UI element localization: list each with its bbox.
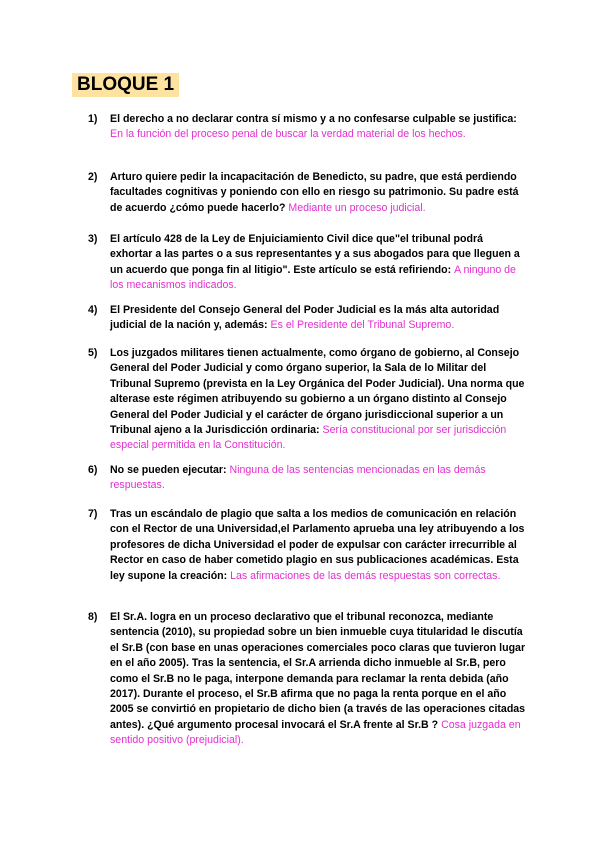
answer-text: Mediante un proceso judicial. <box>288 201 426 214</box>
question-text: El artículo 428 de la Ley de Enjuiciamiento Civil dice que"el tribunal podrá exhortar a las partes o a sus representantes y a sus abogados para que lleguen a un acuerdo que ponga fin al litigio". Este artículo se está refiriendo: <box>110 233 520 276</box>
answer-text: A ninguno de los mecanismos indicados. <box>110 263 516 292</box>
question-number: 7) <box>88 508 98 520</box>
question-item-5 <box>88 346 528 454</box>
answer-text: Sería constitucional por ser jurisdicción especial permitida en la Constitución. <box>110 424 507 452</box>
question-number: 3) <box>88 233 98 245</box>
question-item-7 <box>88 507 528 584</box>
answer-text: Ninguna de las sentencias mencionadas en las demás respuestas. <box>110 464 486 492</box>
question-number: 5) <box>88 347 98 359</box>
answer-text: Cosa juzgada en sentido positivo (prejudicial). <box>110 718 521 747</box>
question-item-2 <box>88 170 528 216</box>
answer-text: Es el Presidente del Tribunal Supremo. <box>270 319 455 332</box>
question-item-3 <box>88 232 528 294</box>
question-item-1 <box>88 112 528 143</box>
question-number: 4) <box>88 304 98 316</box>
answer-text: En la función del proceso penal de buscar la verdad material de los hechos. <box>110 128 466 141</box>
question-number: 2) <box>88 171 98 183</box>
question-text: Tras un escándalo de plagio que salta a los medios de comunicación en relación con el Rector de una Universidad,el Parlamento aprueba una ley atribuyendo a los profesores de dicha Universidad el poder de expulsar con carácter irrecurrible al Rector en caso de haber cometido plagio en sus publicaciones académicas. Esta ley supone la creación: <box>110 508 525 582</box>
question-text: Los juzgados militares tienen actualmente, como órgano de gobierno, al Consejo General del Poder Judicial y como órgano superior, la Sala de lo Militar del Tribunal Supremo (prevista en la Ley Orgánica del Poder Judicial). Una norma que alterase este régimen atribuyendo su gobierno a un órgano distinto al Consejo General del Poder Judicial y el carácter de órgano jurisdiccional superior a un Tribunal ajeno a la Jurisdicción ordinaria: <box>110 347 525 437</box>
question-number: 8) <box>88 611 98 623</box>
question-text: El Presidente del Consejo General del Poder Judicial es la más alta autoridad judicial de la nación y, además: <box>110 304 500 332</box>
answer-text: Las afirmaciones de las demás respuestas son correctas. <box>230 569 501 582</box>
question-text: El derecho a no declarar contra sí mismo y a no confesarse culpable se justifica: <box>110 113 517 125</box>
question-text: Arturo quiere pedir la incapacitación de Benedicto, su padre, que está perdiendo facultades cognitivas y poniendo con ello en riesgo su patrimonio. Su padre está de acuerdo ¿cómo puede hacerlo? <box>110 171 519 214</box>
question-number: 6) <box>88 464 98 476</box>
page-title: BLOQUE 1 <box>72 73 179 97</box>
question-text: No se pueden ejecutar: <box>110 464 227 476</box>
question-item-8 <box>88 610 528 749</box>
question-text: El Sr.A. logra en un proceso declarativo que el tribunal reconozca, mediante sentencia (2010), su propiedad sobre un bien inmueble cuya titularidad le discutía el Sr.B (con base en unas operaciones comerciales poco claras que tuvieron lugar en el año 2005). Tras la sentencia, el Sr.A arrienda dicho inmueble al Sr.B, pero como el Sr.B no le paga, interpone demanda para reclamar la renta debida (año 2017). Durante el proceso, el Sr.B afirma que no paga la renta porque en el año 2005 se convirtió en propietario de dicho bien (a través de las operaciones citadas antes). ¿Qué argumento procesal invocará el Sr.A frente al Sr.B ? <box>110 611 526 731</box>
question-number: 1) <box>88 113 98 125</box>
question-item-4 <box>88 303 528 334</box>
question-item-6 <box>88 463 528 494</box>
